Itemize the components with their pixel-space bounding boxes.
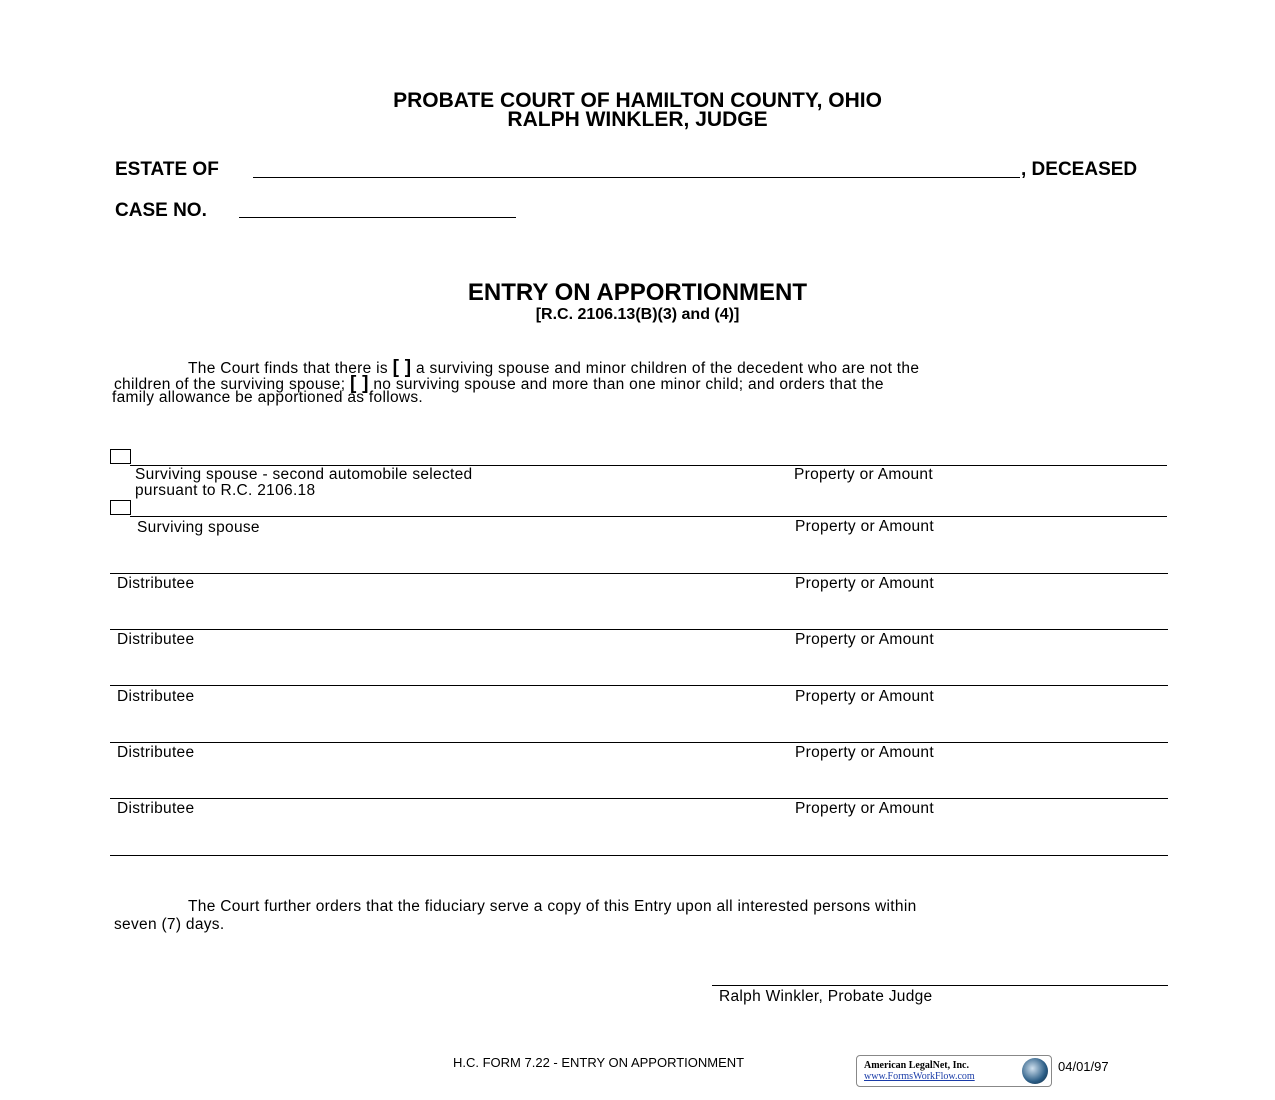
- row-label: Distributee: [117, 575, 195, 592]
- row-amount-label: Property or Amount: [795, 631, 934, 648]
- row-label: Surviving spouse: [137, 519, 260, 536]
- row-label: Distributee: [117, 800, 195, 817]
- row-label-cont: pursuant to R.C. 2106.18: [135, 482, 316, 499]
- row-line: [130, 516, 1167, 517]
- row-line: [110, 742, 1168, 743]
- logo-name: American LegalNet, Inc.: [864, 1060, 969, 1071]
- judge-name: RALPH WINKLER, JUDGE: [507, 108, 768, 131]
- form-title: ENTRY ON APPORTIONMENT: [467, 279, 808, 306]
- row-label: Surviving spouse - second automobile selected: [135, 466, 473, 483]
- row-amount-label: Property or Amount: [795, 744, 934, 761]
- case-label: CASE NO.: [115, 200, 207, 221]
- row-label: Distributee: [117, 688, 195, 705]
- deceased-label: , DECEASED: [1021, 159, 1138, 180]
- row-amount-label: Property or Amount: [795, 800, 934, 817]
- row-line: [110, 573, 1168, 574]
- form-date: 04/01/97: [1058, 1059, 1109, 1074]
- globe-icon: [1022, 1058, 1048, 1084]
- row-line: [110, 685, 1168, 686]
- text: The Court finds that there is: [188, 360, 388, 377]
- court-name: PROBATE COURT OF HAMILTON COUNTY, OHIO: [393, 89, 882, 112]
- case-number-line[interactable]: [239, 217, 516, 218]
- row-label: Distributee: [117, 631, 195, 648]
- form-number: H.C. FORM 7.22 - ENTRY ON APPORTIONMENT: [453, 1055, 745, 1070]
- statute-reference: [R.C. 2106.13(B)(3) and (4)]: [535, 306, 740, 323]
- logo-url[interactable]: www.FormsWorkFlow.com: [864, 1071, 975, 1082]
- row-amount-label: Property or Amount: [795, 575, 934, 592]
- row-amount-label: Property or Amount: [795, 518, 934, 535]
- signature-line[interactable]: [712, 985, 1168, 986]
- text: a surviving spouse and minor children of the decedent who are not the: [416, 360, 920, 377]
- publisher-logo: [856, 1055, 1052, 1087]
- row-line: [110, 798, 1168, 799]
- signature-name: Ralph Winkler, Probate Judge: [719, 988, 933, 1005]
- row-line: [110, 855, 1168, 856]
- text: no surviving spouse and more than one minor child; and orders that the: [373, 376, 884, 393]
- checkbox-spouse-and-children[interactable]: [ ]: [392, 357, 412, 378]
- row-amount-label: Property or Amount: [794, 466, 933, 483]
- estate-label: ESTATE OF: [115, 159, 219, 180]
- text: children of the surviving spouse;: [114, 376, 346, 393]
- checkbox-surviving-spouse[interactable]: [110, 500, 131, 515]
- order-line-1: The Court further orders that the fiduciary serve a copy of this Entry upon all interested persons within: [188, 898, 917, 915]
- checkbox-automobile[interactable]: [110, 449, 131, 464]
- row-label: Distributee: [117, 744, 195, 761]
- findings-line-3: family allowance be apportioned as follows.: [112, 389, 424, 406]
- row-line: [110, 629, 1168, 630]
- row-amount-label: Property or Amount: [795, 688, 934, 705]
- order-line-2: seven (7) days.: [114, 916, 225, 933]
- checkbox-no-spouse[interactable]: [ ]: [349, 373, 369, 394]
- estate-name-line[interactable]: [253, 177, 1020, 178]
